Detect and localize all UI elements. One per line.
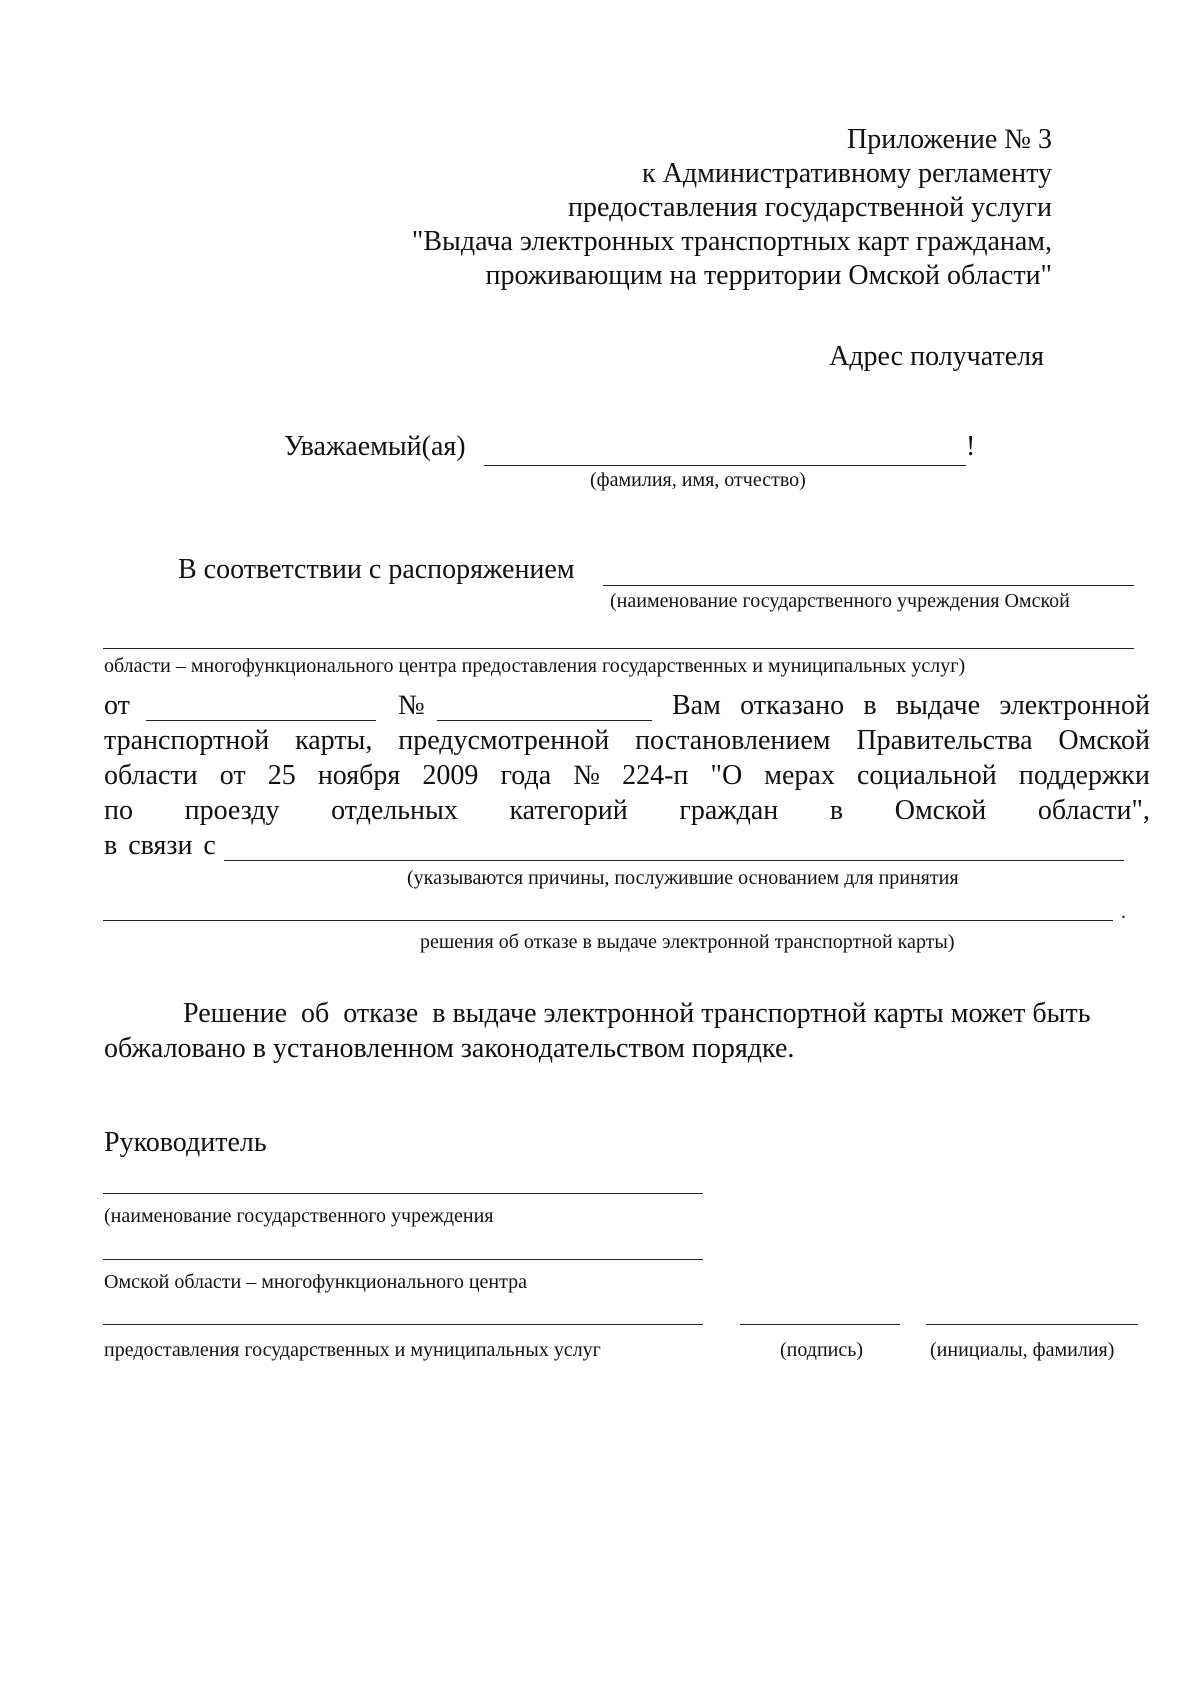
- from-label: от: [104, 690, 130, 721]
- greeting-label: Уважаемый(ая): [284, 431, 466, 462]
- body-word: выдаче: [895, 690, 981, 721]
- greeting-exclamation: !: [966, 431, 976, 462]
- appeal-line-1: Решение об отказе в выдаче электронной транспортной карты может быть: [183, 998, 1091, 1029]
- appendix-number: Приложение № 3: [847, 124, 1052, 155]
- body-word: карты,: [295, 725, 373, 756]
- initials-line[interactable]: [926, 1324, 1138, 1325]
- reason-period: .: [1121, 901, 1126, 923]
- order-number-line[interactable]: [437, 720, 652, 721]
- body-word: проезду: [184, 795, 280, 826]
- order-institution-line[interactable]: [603, 585, 1134, 586]
- body-line-4: [104, 794, 1150, 828]
- appendix-line-4: "Выдача электронных транспортных карт гражданам,: [411, 226, 1052, 257]
- body-word: постановлением: [635, 725, 831, 756]
- signatory-caption-3: предоставления государственных и муниципальных услуг: [104, 1339, 601, 1361]
- body-word: граждан: [679, 795, 779, 826]
- body-word: года: [500, 760, 552, 791]
- appendix-line-2: к Административному регламенту: [642, 158, 1052, 189]
- body-word: электронной: [999, 690, 1150, 721]
- body-word: Вам: [672, 690, 721, 721]
- order-caption-2: области – многофункционального центра предоставления государственных и муниципальных услуг): [104, 655, 966, 677]
- body-line-3: [104, 759, 1150, 793]
- signature-line[interactable]: [740, 1324, 900, 1325]
- body-word: категорий: [509, 795, 628, 826]
- signatory-caption-2: Омской области – многофункционального центра: [104, 1271, 527, 1293]
- body-word: области",: [1037, 795, 1150, 826]
- order-date-line[interactable]: [146, 720, 376, 721]
- body-word: мерах: [764, 760, 835, 791]
- body-word: по: [104, 795, 133, 826]
- body-word: в: [829, 795, 844, 826]
- reason-caption-2: решения об отказе в выдаче электронной транспортной карты): [420, 931, 955, 953]
- body-word: транспортной: [104, 725, 270, 756]
- order-label: В соответствии с распоряжением: [178, 554, 575, 585]
- recipient-address: Адрес получателя: [829, 341, 1044, 372]
- appeal-line-2: обжаловано в установленном законодательством порядке.: [104, 1033, 795, 1064]
- body-word: социальной: [856, 760, 997, 791]
- body-line-1: [672, 689, 1150, 723]
- body-word: отдельных: [331, 795, 458, 826]
- appendix-line-3: предоставления государственной услуги: [568, 192, 1052, 223]
- body-word: ноября: [317, 760, 401, 791]
- recipient-name-line[interactable]: [484, 465, 966, 466]
- reason-line[interactable]: [224, 860, 1124, 861]
- reason-caption-1: (указываются причины, послужившие основанием для принятия: [407, 867, 959, 889]
- body-word: поддержки: [1018, 760, 1150, 791]
- initials-caption: (инициалы, фамилия): [930, 1339, 1115, 1361]
- order-caption-1: (наименование государственного учреждения Омской: [610, 590, 1070, 612]
- body-line-2: [104, 724, 1150, 758]
- body-word: в: [863, 690, 877, 721]
- signatory-caption-1: (наименование государственного учреждения: [104, 1205, 494, 1227]
- body-word: Правительства: [856, 725, 1033, 756]
- signatory-institution-line-3[interactable]: [103, 1324, 703, 1325]
- reason-line-2[interactable]: [103, 920, 1113, 921]
- signature-caption: (подпись): [780, 1339, 864, 1361]
- signatory-institution-line-1[interactable]: [103, 1193, 703, 1194]
- appendix-header: [412, 123, 1052, 293]
- body-word: "О: [710, 760, 743, 791]
- body-word: 25: [267, 760, 296, 791]
- appendix-line-5: проживающим на территории Омской области": [485, 260, 1052, 291]
- body-word: Омской: [894, 795, 987, 826]
- body-word: 2009: [422, 760, 479, 791]
- reason-label: в связи с: [104, 830, 216, 861]
- order-institution-line-2[interactable]: [103, 648, 1134, 649]
- signatory-title: Руководитель: [104, 1127, 267, 1158]
- recipient-name-caption: (фамилия, имя, отчество): [590, 469, 806, 491]
- body-word: 224-п: [622, 760, 689, 791]
- body-word: №: [573, 760, 600, 791]
- signatory-institution-line-2[interactable]: [103, 1259, 703, 1260]
- body-word: области: [104, 760, 198, 791]
- body-word: от: [219, 760, 246, 791]
- body-word: предусмотренной: [398, 725, 610, 756]
- body-word: отказано: [740, 690, 845, 721]
- body-word: Омской: [1058, 725, 1150, 756]
- number-label: №: [398, 690, 425, 721]
